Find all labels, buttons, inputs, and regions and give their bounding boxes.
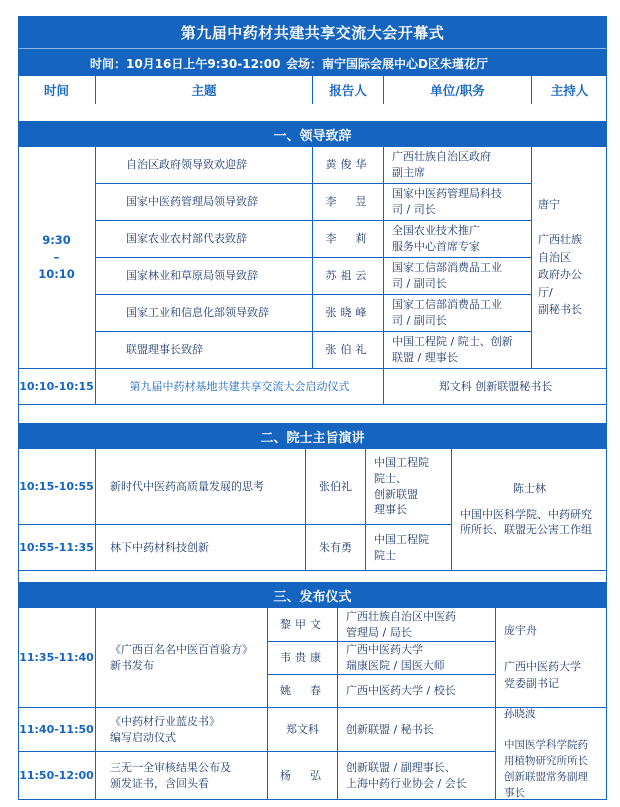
s2-host	[452, 449, 607, 571]
launch-time: 10:10-10:15	[18, 369, 96, 405]
s1-topic-4: 国家林业和草原局领导致辞	[96, 258, 313, 295]
s1-speaker-4: 苏祖云	[313, 258, 384, 295]
s2-unit-1: 中国工程院 院士、 创新联盟 理事长	[366, 449, 452, 525]
s3-host-1: 庞宇舟 广西中医药大学 党委副书记	[496, 608, 607, 708]
meta-bar	[18, 48, 607, 76]
s2-topic-1: 新时代中医药高质量发展的思考	[96, 449, 306, 525]
s1-unit-2: 国家中医药管理局科技 司 / 司长	[384, 184, 532, 221]
s1-speaker-6: 张伯礼	[313, 332, 384, 369]
s1-unit-1: 广西壮族自治区政府 副主席	[384, 147, 532, 184]
s1-topic-6: 联盟理事长致辞	[96, 332, 313, 369]
s3-topic-2: 《中药材行业蓝皮书》 编写启动仪式	[96, 708, 268, 752]
s3-speaker-1: 黎甲文	[268, 608, 338, 642]
s1-time: 9:30 – 10:10	[18, 147, 96, 369]
s1-unit-5: 国家工信部消费品工业 司 / 副司长	[384, 295, 532, 332]
agenda-table	[18, 16, 607, 800]
page-title: 第九届中药材共建共享交流大会开幕式	[18, 16, 607, 48]
s3-time-3: 11:50-12:00	[18, 752, 96, 800]
s2-unit-2: 中国工程院 院士	[366, 525, 452, 571]
s3-time-1: 11:35-11:40	[18, 608, 96, 708]
header-time: 时间	[18, 76, 96, 104]
s2-time-2: 10:55-11:35	[18, 525, 96, 571]
header-unit: 单位/职务	[384, 76, 532, 104]
s1-speaker-5: 张晓峰	[313, 295, 384, 332]
s1-speaker-1: 黄俊华	[313, 147, 384, 184]
s3-topic-1: 《广西百名名中医百首验方》 新书发布	[96, 608, 268, 708]
s1-host: 唐宁 广西壮族 自治区 政府办公 厅/ 副秘书长	[532, 147, 607, 369]
s1-topic-5: 国家工业和信息化部领导致辞	[96, 295, 313, 332]
s1-unit-3: 全国农业技术推广 服务中心首席专家	[384, 221, 532, 258]
s3-speaker-2: 韦贵康	[268, 642, 338, 675]
meeting-time: 时间：10月16日上午9:30-12:00	[90, 57, 281, 71]
header-speaker: 报告人	[313, 76, 384, 104]
s3-unit-1: 广西壮族自治区中医药 管理局 / 局长	[338, 608, 496, 642]
section-leaders: 一、领导致辞	[18, 121, 607, 147]
s3-unit-4: 创新联盟 / 秘书长	[338, 708, 496, 752]
header-host: 主持人	[532, 76, 607, 104]
s1-speaker-2: 李 昱	[313, 184, 384, 221]
s3-topic-3: 三无一全审核结果公布及 颁发证书，含回头看	[96, 752, 268, 800]
s3-unit-2: 广西中医药大学 瑞康医院 / 国医大师	[338, 642, 496, 675]
s2-time-1: 10:15-10:55	[18, 449, 96, 525]
s2-topic-2: 林下中药材科技创新	[96, 525, 306, 571]
s1-topic-3: 国家农业农村部代表致辞	[96, 221, 313, 258]
s2-speaker-2: 朱有勇	[306, 525, 366, 571]
s1-topic-2: 国家中医药管理局领导致辞	[96, 184, 313, 221]
launch-host: 郑文科 创新联盟秘书长	[384, 369, 607, 405]
s1-unit-4: 国家工信部消费品工业 司 / 副司长	[384, 258, 532, 295]
header-topic: 主题	[96, 76, 313, 104]
s3-speaker-3: 姚 春	[268, 675, 338, 708]
s3-speaker-4: 郑文科	[268, 708, 338, 752]
s1-topic-1: 自治区政府领导致欢迎辞	[96, 147, 313, 184]
s3-host-2: 孙晓波 中国医学科学院药 用植物研究所所长 创新联盟常务副理 事长	[496, 708, 607, 800]
section-keynotes: 二、院士主旨演讲	[18, 423, 607, 449]
s1-unit-6: 中国工程院 / 院士、创新 联盟 / 理事长	[384, 332, 532, 369]
s3-unit-3: 广西中医药大学 / 校长	[338, 675, 496, 708]
s3-unit-5: 创新联盟 / 副理事长、 上海中药行业协会 / 会长	[338, 752, 496, 800]
section-release: 三、发布仪式	[18, 582, 607, 608]
s3-time-2: 11:40-11:50	[18, 708, 96, 752]
launch-topic: 第九届中药材基地共建共享交流大会启动仪式	[96, 369, 384, 405]
s2-host-name: 陈士林	[513, 481, 546, 495]
meeting-venue: 会场：南宁国际会展中心D区朱瑾花厅	[286, 57, 488, 71]
s1-speaker-3: 李 莉	[313, 221, 384, 258]
s2-host-title: 中国中医科学院、中药研究所所长、联盟无公害工作组	[460, 507, 592, 537]
s2-speaker-1: 张伯礼	[306, 449, 366, 525]
s3-speaker-5: 杨 弘	[268, 752, 338, 800]
